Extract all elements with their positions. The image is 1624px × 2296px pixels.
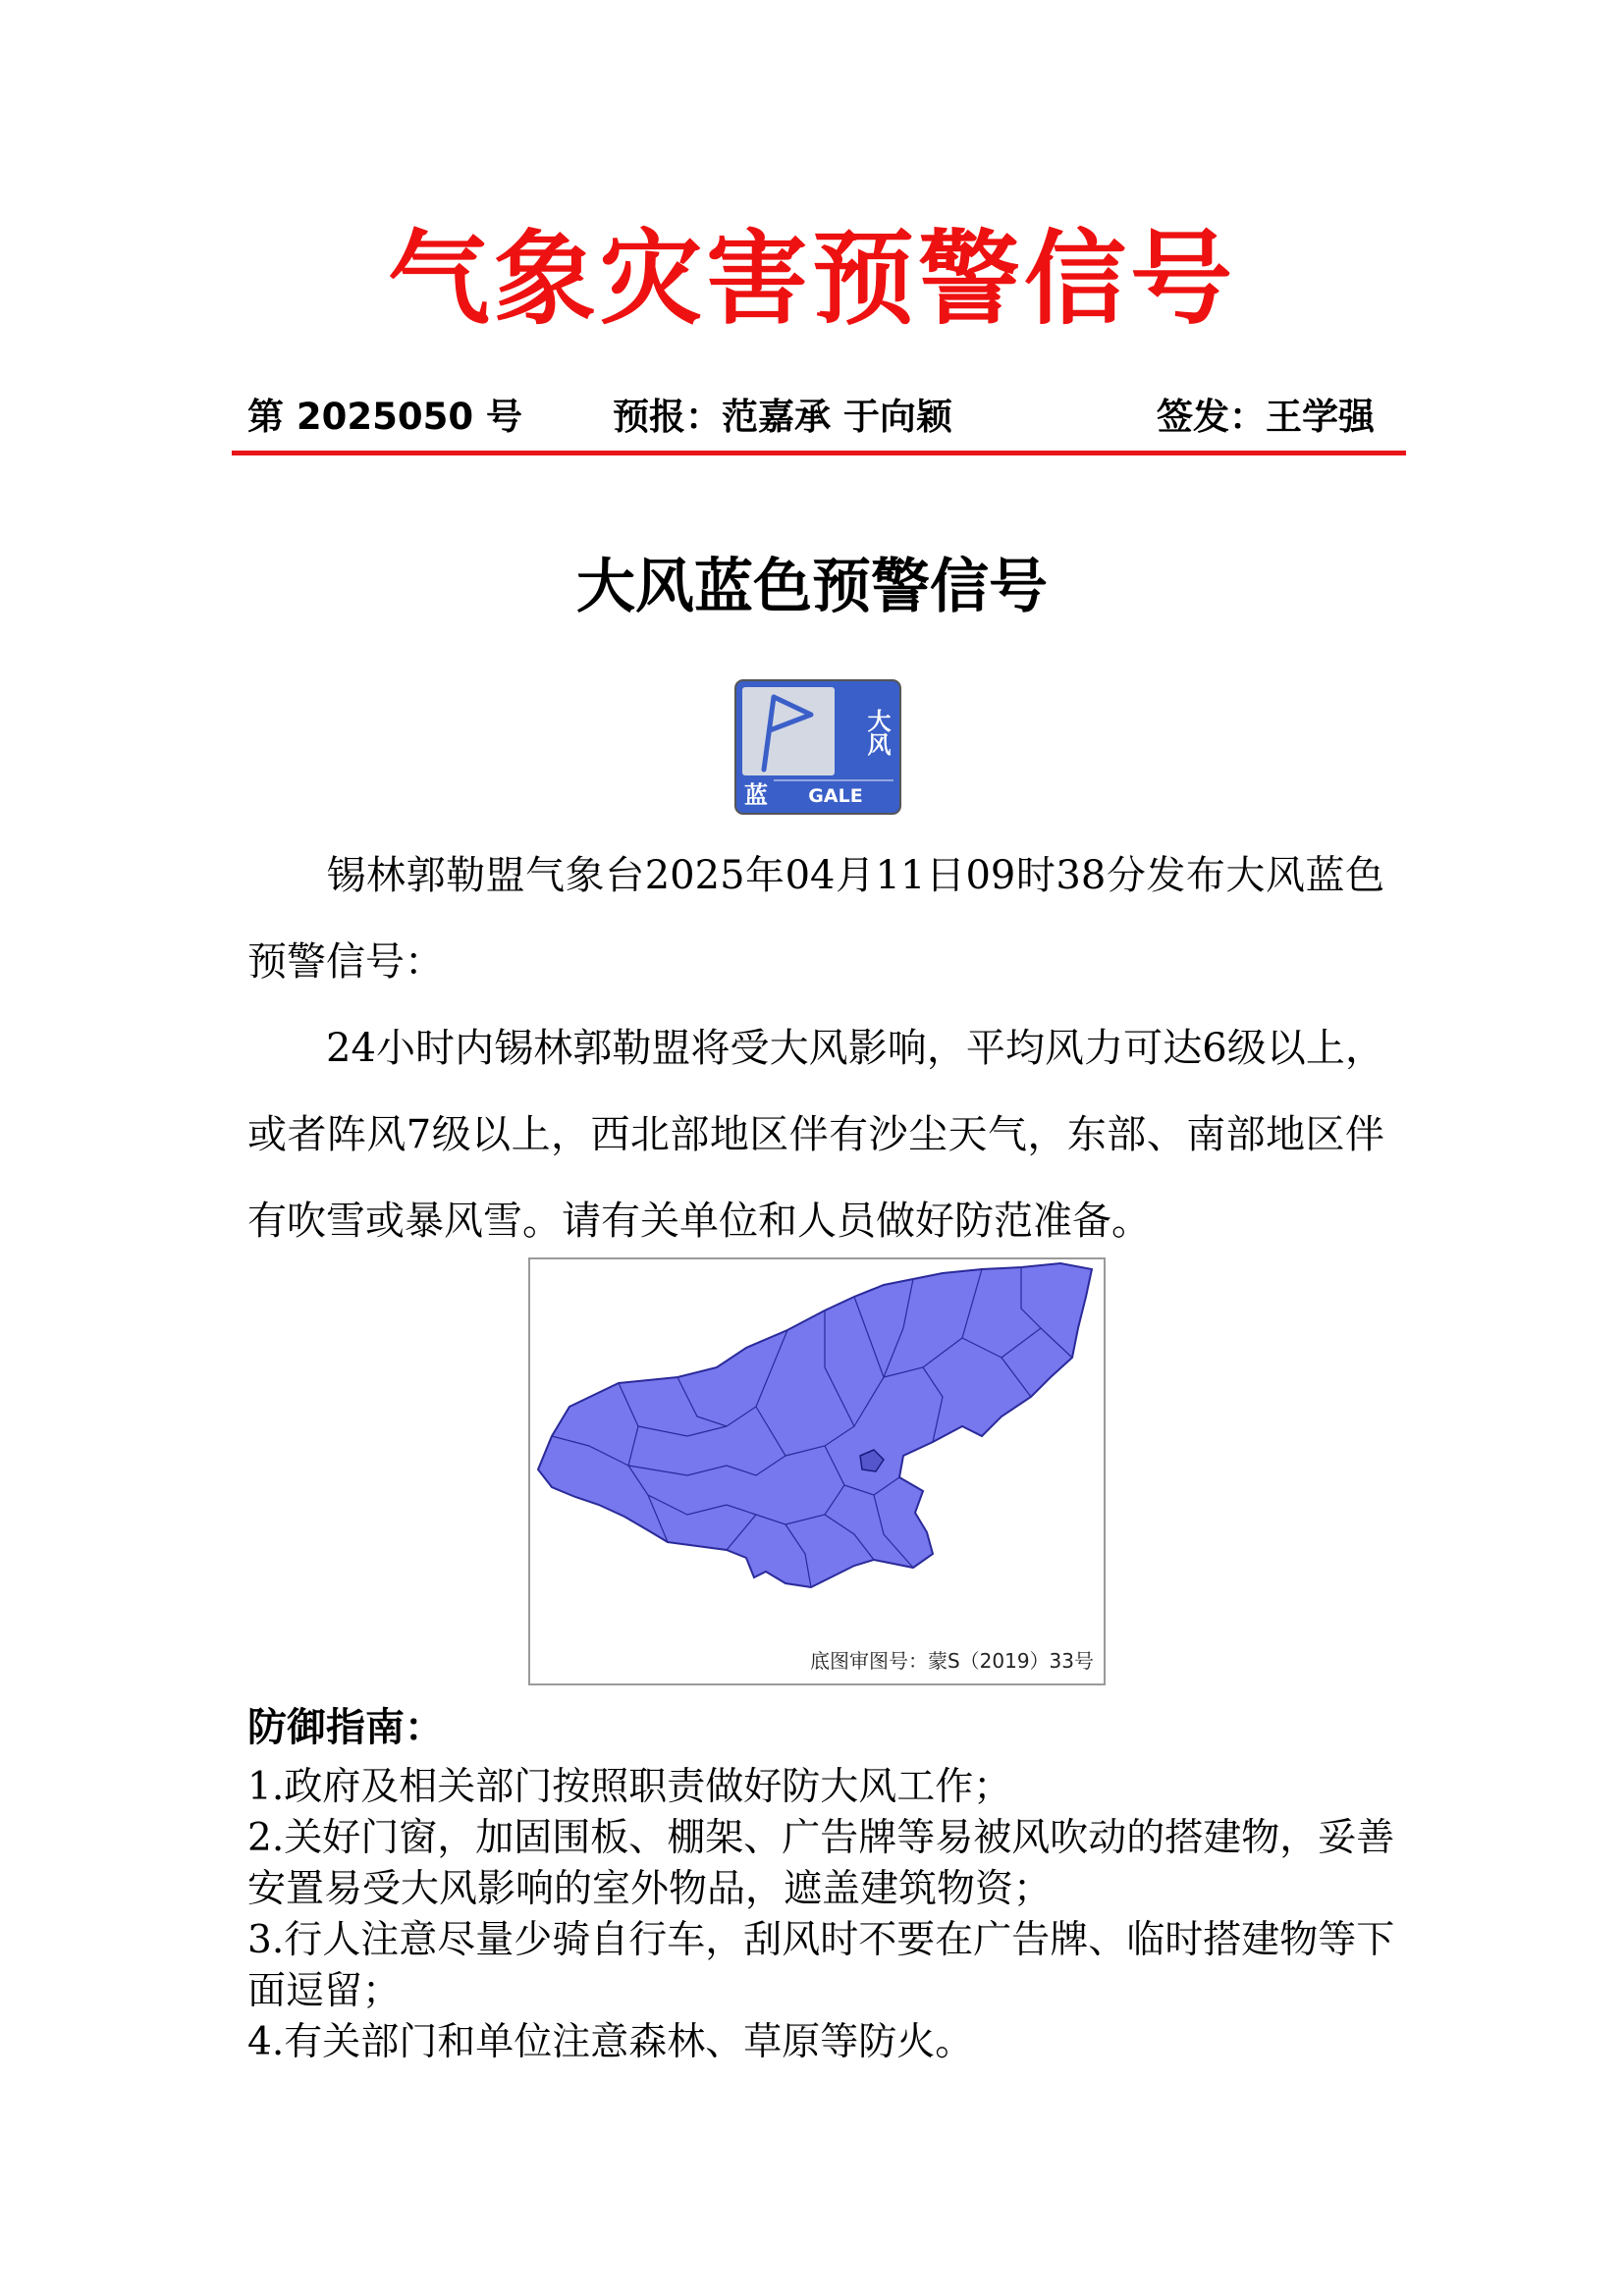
map-approval-caption: 底图审图号：蒙S（2019）33号 bbox=[809, 1649, 1094, 1673]
gale-blue-warning-icon bbox=[734, 679, 901, 815]
warning-paragraph bbox=[247, 1005, 1384, 1264]
guide-item-2: 2.关好门窗，加固围板、棚架、广告牌等易被风吹动的搭建物，妥善安置易受大风影响的室外物品，遮盖建筑物资； bbox=[247, 1816, 1395, 1911]
header-divider bbox=[232, 451, 1406, 455]
region-shape bbox=[538, 1263, 1092, 1587]
warning-text: 24小时内锡林郭勒盟将受大风影响，平均风力可达6级以上，或者阵风7级以上，西北部地区伴有沙尘天气，东部、南部地区伴有吹雪或暴风雪。请有关单位和人员做好防范准备。 bbox=[247, 1026, 1384, 1244]
forecaster-line: 预报：范嘉承 于向颖 bbox=[613, 396, 952, 438]
document-number: 第 2025050 号 bbox=[247, 396, 522, 438]
icon-gale-text: 大风 bbox=[863, 709, 891, 756]
guide-item-4: 4.有关部门和单位注意森林、草原等防火。 bbox=[247, 2020, 974, 2064]
guide-item-1: 1.政府及相关部门按照职责做好防大风工作； bbox=[247, 1765, 1012, 1809]
icon-blue-char: 蓝 bbox=[744, 781, 768, 809]
guide-item-3: 3.行人注意尽量少骑自行车，刮风时不要在广告牌、临时搭建物等下面逗留； bbox=[247, 1918, 1395, 2013]
document-title: 气象灾害预警信号 bbox=[387, 218, 1236, 339]
icon-gale-label: GALE bbox=[808, 785, 863, 807]
xilingol-region-map bbox=[530, 1259, 1104, 1683]
defense-guide-heading: 防御指南： bbox=[247, 1705, 444, 1750]
warning-area-map bbox=[528, 1257, 1106, 1685]
defense-guide-list bbox=[247, 1762, 1396, 2068]
signal-title: 大风蓝色预警信号 bbox=[576, 553, 1048, 621]
issue-text: 锡林郭勒盟气象台2025年04月11日09时38分发布大风蓝色预警信号： bbox=[247, 853, 1384, 985]
issue-paragraph bbox=[247, 832, 1384, 1005]
issuer-line: 签发：王学强 bbox=[1157, 396, 1375, 438]
